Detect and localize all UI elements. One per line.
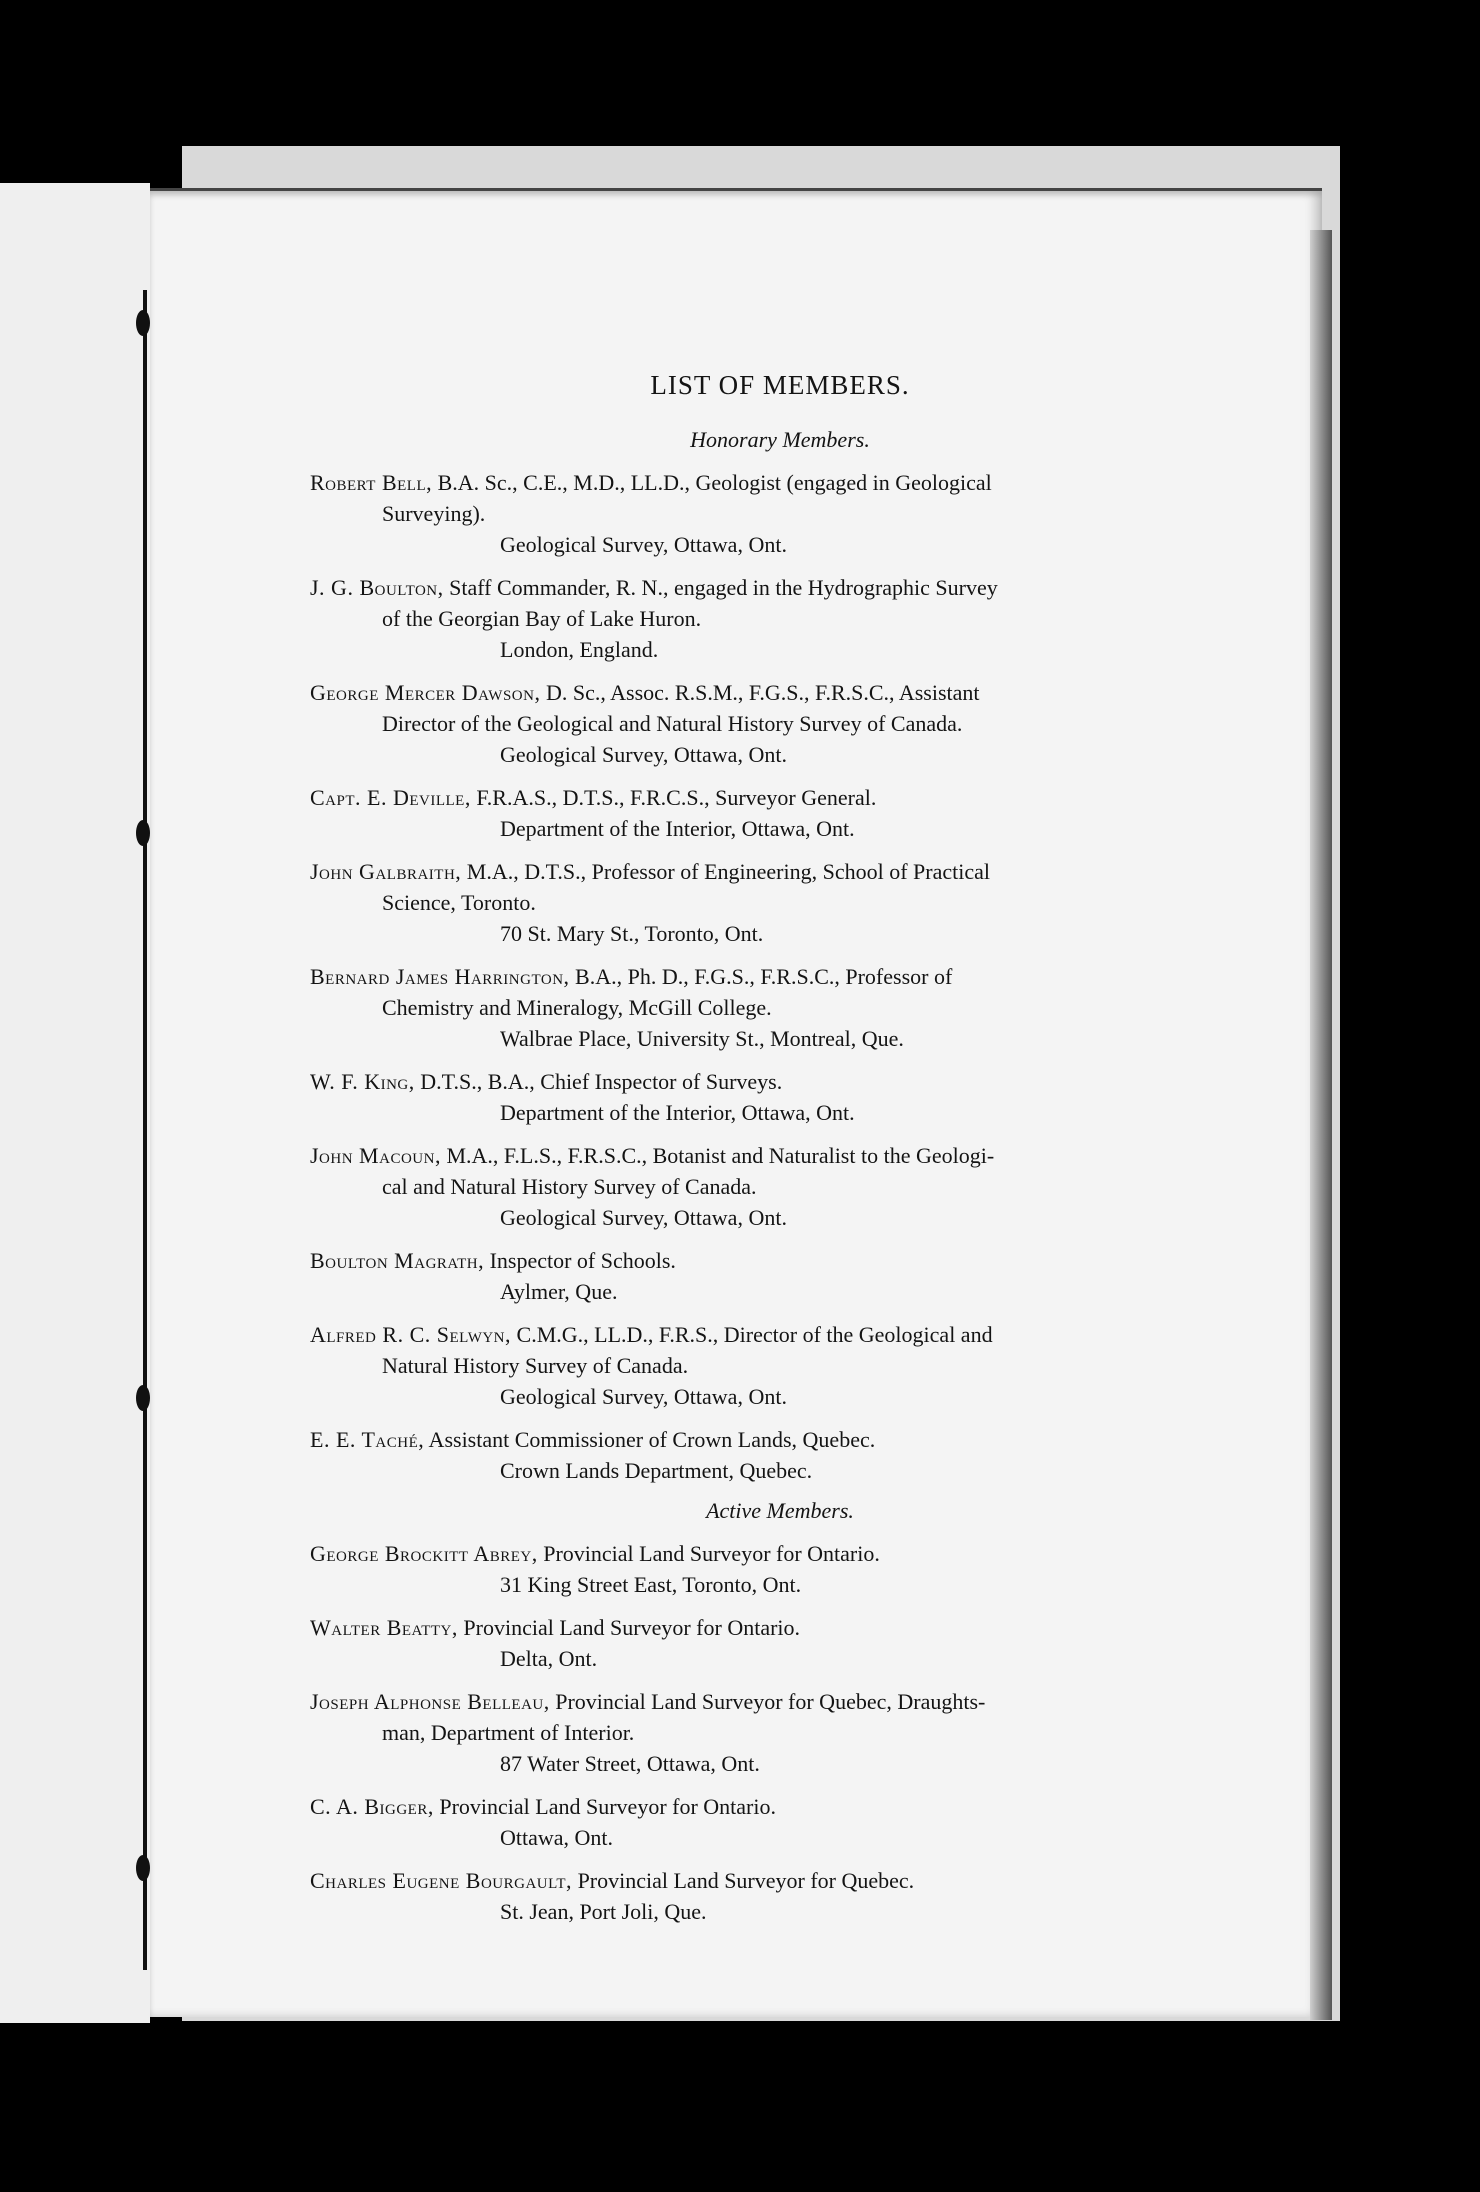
member-address: 87 Water Street, Ottawa, Ont. [500, 1751, 760, 1776]
binding-thread [143, 290, 147, 1970]
member-description: Inspector of Schools. [484, 1248, 676, 1273]
member-line [310, 1865, 1190, 1896]
member-entry [310, 1686, 1190, 1779]
member-description-continued: Director of the Geological and Natural History Survey of Canada. [382, 711, 963, 736]
member-line [310, 1066, 1190, 1097]
page-title: LIST OF MEMBERS. [650, 370, 910, 400]
member-description-continued: of the Georgian Bay of Lake Huron. [382, 606, 702, 631]
member-entry [310, 1319, 1190, 1412]
member-entry [310, 1066, 1190, 1128]
member-description: Provincial Land Surveyor for Quebec, Draughts- [549, 1689, 986, 1714]
member-description: Provincial Land Surveyor for Ontario. [537, 1541, 880, 1566]
member-address: Department of the Interior, Ottawa, Ont. [500, 816, 855, 841]
member-description: Provincial Land Surveyor for Quebec. [572, 1868, 915, 1893]
member-line [310, 467, 1190, 498]
member-line [310, 572, 1190, 603]
member-description: Staff Commander, R. N., engaged in the Hydrographic Survey [443, 575, 998, 600]
member-address: Department of the Interior, Ottawa, Ont. [500, 1100, 855, 1125]
member-name: Boulton Magrath, [310, 1248, 485, 1273]
member-description-continued: Surveying). [382, 501, 486, 526]
member-entry [310, 782, 1190, 844]
member-name: J. G. Boulton, [310, 575, 444, 600]
member-description-continued: man, Department of Interior. [382, 1720, 635, 1745]
member-description: F.R.A.S., D.T.S., F.R.C.S., Surveyor General. [470, 785, 877, 810]
member-entry [310, 1791, 1190, 1853]
member-line [310, 1538, 1190, 1569]
member-name: E. E. Taché, [310, 1427, 425, 1452]
member-address: Crown Lands Department, Quebec. [500, 1458, 813, 1483]
member-description-continued: Natural History Survey of Canada. [382, 1353, 689, 1378]
binding-knot [136, 1385, 150, 1411]
member-address: Geological Survey, Ottawa, Ont. [500, 1384, 787, 1409]
binding-knot [136, 310, 150, 336]
member-address: Geological Survey, Ottawa, Ont. [500, 1205, 787, 1230]
member-entry [310, 1612, 1190, 1674]
member-name: Alfred R. C. Selwyn, [310, 1322, 512, 1347]
member-description: M.A., D.T.S., Professor of Engineering, School of Practical [461, 859, 991, 884]
member-address: Geological Survey, Ottawa, Ont. [500, 532, 787, 557]
member-description-continued: Chemistry and Mineralogy, McGill College. [382, 995, 772, 1020]
member-entry [310, 572, 1190, 665]
member-line [310, 782, 1190, 813]
member-name: Joseph Alphonse Belleau, [310, 1689, 550, 1714]
member-address: Walbrae Place, University St., Montreal, Que. [500, 1026, 904, 1051]
member-description: M.A., F.L.S., F.R.S.C., Botanist and Naturalist to the Geologi- [440, 1143, 995, 1168]
member-address: Delta, Ont. [500, 1646, 598, 1671]
member-entry [310, 961, 1190, 1054]
member-address: St. Jean, Port Joli, Que. [500, 1899, 707, 1924]
binding-knot [136, 820, 150, 846]
member-name: W. F. King, [310, 1069, 415, 1094]
member-entry [310, 467, 1190, 560]
member-entry [310, 856, 1190, 949]
member-line [310, 1686, 1190, 1717]
member-description-continued: cal and Natural History Survey of Canada. [382, 1174, 757, 1199]
member-description: Assistant Commissioner of Crown Lands, Quebec. [424, 1427, 876, 1452]
member-name: John Macoun, [310, 1143, 441, 1168]
member-name: George Brockitt Abrey, [310, 1541, 538, 1566]
member-name: Walter Beatty, [310, 1615, 458, 1640]
page-edge-shadow [1310, 230, 1332, 2020]
member-description: C.M.G., LL.D., F.R.S., Director of the Geological and [511, 1322, 993, 1347]
member-entry [310, 1140, 1190, 1233]
page-content [310, 370, 1190, 1939]
member-name: George Mercer Dawson, [310, 680, 541, 705]
member-line [310, 1319, 1190, 1350]
member-line [310, 1245, 1190, 1276]
member-line [310, 961, 1190, 992]
member-address: London, England. [500, 637, 659, 662]
member-line [310, 1791, 1190, 1822]
member-line [310, 856, 1190, 887]
facing-page-edge [0, 183, 150, 2023]
section-heading: Honorary Members. [690, 427, 870, 452]
member-address: 31 King Street East, Toronto, Ont. [500, 1572, 802, 1597]
section-heading: Active Members. [706, 1498, 854, 1523]
member-line [310, 1140, 1190, 1171]
member-address: 70 St. Mary St., Toronto, Ont. [500, 921, 764, 946]
member-line [310, 1612, 1190, 1643]
member-description: Provincial Land Surveyor for Ontario. [433, 1794, 776, 1819]
member-description: D. Sc., Assoc. R.S.M., F.G.S., F.R.S.C., Assistant [540, 680, 980, 705]
member-name: Bernard James Harrington, [310, 964, 570, 989]
member-address: Ottawa, Ont. [500, 1825, 614, 1850]
member-description: B.A. Sc., C.E., M.D., LL.D., Geologist (engaged in Geological [432, 470, 992, 495]
member-entry [310, 677, 1190, 770]
member-name: Charles Eugene Bourgault, [310, 1868, 573, 1893]
member-description: D.T.S., B.A., Chief Inspector of Surveys. [414, 1069, 783, 1094]
member-description-continued: Science, Toronto. [382, 890, 536, 915]
member-entry [310, 1424, 1190, 1486]
member-entry [310, 1538, 1190, 1600]
member-entry [310, 1245, 1190, 1307]
member-description: B.A., Ph. D., F.G.S., F.R.S.C., Professor of [569, 964, 953, 989]
member-line [310, 677, 1190, 708]
member-name: John Galbraith, [310, 859, 462, 884]
member-name: Capt. E. Deville, [310, 785, 471, 810]
member-entry [310, 1865, 1190, 1927]
member-address: Aylmer, Que. [500, 1279, 618, 1304]
member-line [310, 1424, 1190, 1455]
member-address: Geological Survey, Ottawa, Ont. [500, 742, 787, 767]
binding-knot [136, 1855, 150, 1881]
member-description: Provincial Land Surveyor for Ontario. [457, 1615, 801, 1640]
member-name: C. A. Bigger, [310, 1794, 434, 1819]
member-sections [310, 427, 1190, 1927]
member-name: Robert Bell, [310, 470, 433, 495]
